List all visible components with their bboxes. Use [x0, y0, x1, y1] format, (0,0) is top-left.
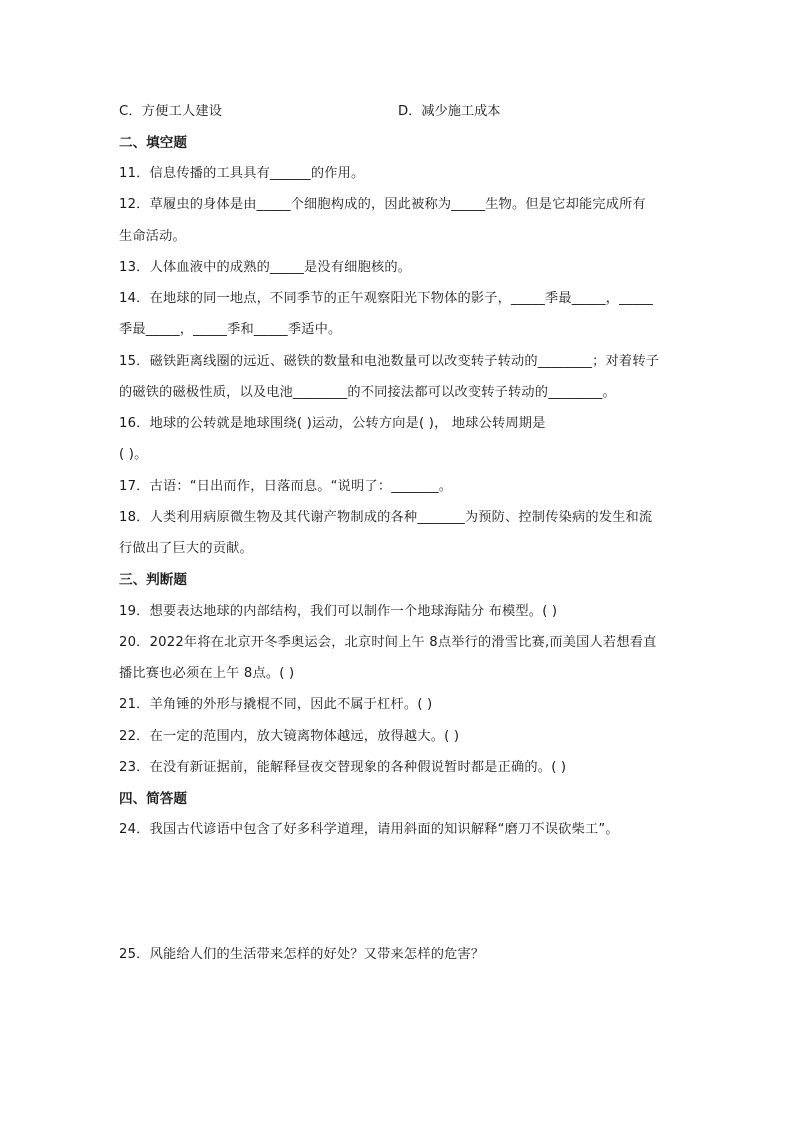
question-25: 25．风能给人们的生活带来怎样的好处？又带来怎样的危害？: [119, 947, 485, 962]
section-short-answer-title: 四、简答题: [119, 791, 187, 807]
question-12-line2: 生命活动。: [119, 229, 186, 244]
question-13: 13．人体血液中的成熟的_____是没有细胞核的。: [119, 260, 412, 275]
question-21: 21．羊角锤的外形与撬棍不同，因此不属于杠杆。( ): [119, 697, 433, 712]
question-24: 24．我国古代谚语中包含了好多科学道理，请用斜面的知识解释“磨刀不误砍柴工”。: [119, 822, 619, 837]
question-20-line2: 播比赛也必须在上午 8点。( ): [119, 666, 295, 681]
question-18-line2: 行做出了巨大的贡献。: [119, 541, 253, 556]
question-15-line2: 的磁铁的磁极性质，以及电池________的不同接法都可以改变转子转动的________。: [119, 385, 616, 400]
question-14-line2: 季最_____，_____季和_____季适中。: [119, 322, 342, 337]
section-true-false-title: 三、判断题: [119, 572, 187, 588]
question-17: 17．古语：“日出而作，日落而息。“说明了：_______。: [119, 479, 453, 494]
question-22: 22．在一定的范围内，放大镜离物体越远，放得越大。( ): [119, 729, 460, 744]
question-16-line1: 16．地球的公转就是地球围绕( )运动，公转方向是( )， 地球公转周期是: [119, 416, 546, 431]
question-14-line1: 14．在地球的同一地点，不同季节的正午观察阳光下物体的影子，_____季最_____，_____: [119, 291, 654, 306]
question-19: 19．想要表达地球的内部结构，我们可以制作一个地球海陆分 布模型。( ): [119, 604, 558, 619]
choice-c: C．方便工人建设: [119, 104, 223, 119]
question-11: 11．信息传播的工具具有______的作用。: [119, 166, 365, 181]
section-fill-blank-title: 二、填空题: [119, 135, 187, 151]
choice-d: D．减少施工成本: [398, 104, 501, 119]
question-23: 23．在没有新证据前，能解释昼夜交替现象的各种假说暂时都是正确的。( ): [119, 760, 567, 775]
question-18-line1: 18．人类利用病原微生物及其代谢产物制成的各种_______为预防、控制传染病的发生和流: [119, 510, 653, 525]
question-12-line1: 12．草履虫的身体是由_____个细胞构成的，因此被称为_____生物。但是它却能完成所有: [119, 197, 646, 212]
question-15-line1: 15．磁铁距离线圈的远近、磁铁的数量和电池数量可以改变转子转动的________；对着转子: [119, 354, 660, 369]
question-16-line2: ( )。: [119, 447, 148, 462]
question-20-line1: 20．2022年将在北京开冬季奥运会，北京时间上午 8点举行的滑雪比赛,而美国人若想看直: [119, 635, 657, 650]
